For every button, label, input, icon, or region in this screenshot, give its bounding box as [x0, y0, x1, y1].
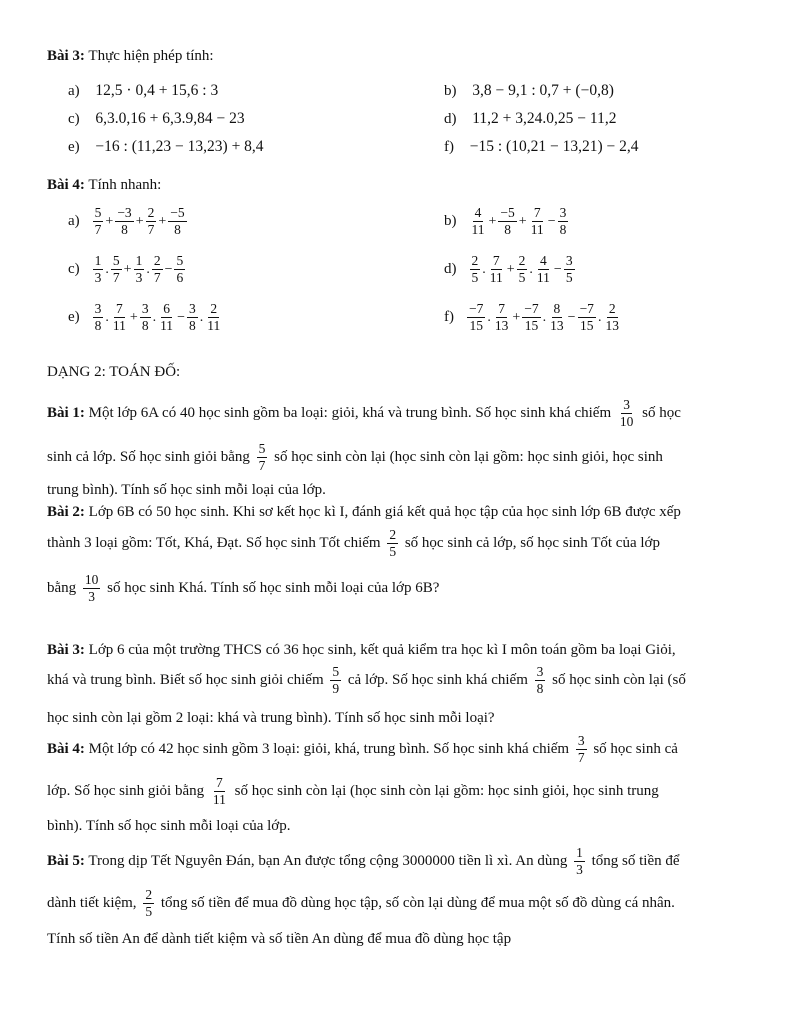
- ex3-item-c: c) 6,3.0,16 + 6,3.9,84 − 23: [68, 110, 245, 127]
- fraction: $\frac{6}{11}$: [160, 301, 174, 334]
- fraction: $\frac{3}{5}$: [565, 253, 573, 286]
- ex4-item-c: [68, 254, 186, 285]
- ex3-expr-c: 6,3.0,16 + 6,3.9,84 − 23: [95, 110, 245, 127]
- fraction: $\frac{-7}{15}$: [469, 301, 484, 334]
- ex3-expr-a: 12,5 · 0,4 + 15,6 : 3: [95, 82, 219, 99]
- fraction: $\frac{3}{10}$: [619, 397, 634, 430]
- item-label: d): [444, 261, 457, 278]
- operator: −: [164, 261, 173, 277]
- ex4-item-f: [444, 302, 622, 333]
- fraction: $\frac{7}{13}$: [494, 301, 509, 334]
- fraction: $\frac{-5}{8}$: [500, 205, 515, 238]
- fraction: $\frac{5}{7}$: [258, 441, 266, 474]
- fraction: $\frac{7}{11}$: [212, 775, 226, 808]
- fraction: $\frac{7}{11}$: [489, 253, 503, 286]
- ex3-item-f: f) −15 : (10,21 − 13,21) − 2,4: [444, 138, 639, 155]
- operator: +: [506, 261, 515, 277]
- ex3-expr-d: 11,2 + 3,24.0,25 − 11,2: [472, 110, 617, 127]
- operator: .: [482, 261, 486, 277]
- operator: +: [135, 213, 144, 229]
- operator: −: [177, 309, 185, 325]
- operator: .: [542, 309, 547, 325]
- fraction: $\frac{-3}{8}$: [117, 205, 132, 238]
- section-dang2-title: DẠNG 2: TOÁN ĐỐ:: [47, 364, 181, 380]
- ex3-item-d: d) 11,2 + 3,24.0,25 − 11,2: [444, 110, 617, 127]
- problem-3-line-1: Bài 3: Lớp 6 của một trường THCS có 36 học sinh, kết quả kiểm tra học kì I môn toán gồm ba loại Giỏi,: [47, 642, 676, 658]
- ex4-item-a: [68, 206, 188, 237]
- ex3-item-b: b) 3,8 − 9,1 : 0,7 + (−0,8): [444, 82, 614, 99]
- fraction: $\frac{2}{5}$: [518, 253, 526, 286]
- ex4-item-b: [444, 206, 569, 237]
- ex4-item-d: [444, 254, 576, 285]
- fraction: $\frac{7}{11}$: [112, 301, 126, 334]
- operator: +: [512, 309, 521, 325]
- fraction: $\frac{5}{6}$: [176, 253, 184, 286]
- item-label: b): [444, 213, 457, 230]
- problem-3-line-2: khá và trung bình. Biết số học sinh giỏi chiếm $\frac{5}{9}$ cả lớp. Số học sinh khá chiếm $\frac{3}{8}$ số học sinh còn lại (số: [47, 664, 686, 697]
- operator: .: [152, 309, 157, 325]
- fraction: $\frac{10}{3}$: [84, 572, 99, 605]
- problem-3-line-3: học sinh còn lại gồm 2 loại: khá và trung bình). Tính số học sinh mỗi loại?: [47, 710, 495, 726]
- fraction: $\frac{-7}{15}$: [524, 301, 539, 334]
- operator: .: [146, 261, 150, 277]
- ex3-expr-f: −15 : (10,21 − 13,21) − 2,4: [469, 138, 639, 155]
- ex3-expr-b: 3,8 − 9,1 : 0,7 + (−0,8): [472, 82, 614, 99]
- problem-5-line-3: Tính số tiền An để dành tiết kiệm và số tiền An dùng để mua đồ dùng học tập: [47, 931, 512, 947]
- fraction: $\frac{2}{11}$: [207, 301, 221, 334]
- operator: .: [487, 309, 491, 325]
- operator: +: [129, 309, 138, 325]
- fraction: $\frac{3}{8}$: [559, 205, 567, 238]
- fraction: $\frac{5}{7}$: [94, 205, 102, 238]
- problem-4-line-1: Bài 4: Một lớp có 42 học sinh gồm 3 loại: giỏi, khá, trung bình. Số học sinh khá chiếm $\frac{3}{7}$ số học sinh cả: [47, 733, 678, 766]
- fraction: $\frac{3}{7}$: [577, 733, 585, 766]
- problem-2-line-3: bằng $\frac{10}{3}$ số học sinh Khá. Tính số học sinh mỗi loại của lớp 6B?: [47, 572, 440, 605]
- problem-2-line-1: Bài 2: Lớp 6B có 50 học sinh. Khi sơ kết học kì I, đánh giá kết quả học tập của học sinh lớp 6B được xếp: [47, 504, 681, 520]
- item-label: a): [68, 213, 80, 230]
- item-label: c): [68, 261, 80, 278]
- fraction: $\frac{2}{5}$: [389, 527, 397, 560]
- problem-4-line-3: bình). Tính số học sinh mỗi loại của lớp.: [47, 818, 291, 834]
- fraction: $\frac{5}{9}$: [332, 664, 340, 697]
- fraction: $\frac{2}{7}$: [147, 205, 155, 238]
- problem-2-line-2: thành 3 loại gồm: Tốt, Khá, Đạt. Số học sinh Tốt chiếm $\frac{2}{5}$ số học sinh cả lớp, số học sinh Tốt của lớp: [47, 527, 660, 560]
- operator: −: [547, 213, 556, 229]
- ex3-item-a: a) 12,5 · 0,4 + 15,6 : 3: [68, 82, 219, 99]
- problem-1-line-1: Bài 1: Một lớp 6A có 40 học sinh gồm ba loại: giỏi, khá và trung bình. Số học sinh khá chiếm $\frac{3}{10}$ số học: [47, 397, 681, 430]
- ex3-item-e: e) −16 : (11,23 − 13,23) + 8,4: [68, 138, 264, 155]
- operator: .: [597, 309, 602, 325]
- fraction: $\frac{-7}{15}$: [579, 301, 594, 334]
- fraction: $\frac{2}{7}$: [153, 253, 161, 286]
- fraction: $\frac{7}{11}$: [530, 205, 544, 238]
- fraction: $\frac{3}{8}$: [141, 301, 149, 334]
- operator: .: [199, 309, 204, 325]
- problem-1-line-2: sinh cả lớp. Số học sinh giỏi bằng $\frac{5}{7}$ số học sinh còn lại (học sinh còn lại gồm: học sinh giỏi, học sinh: [47, 441, 663, 474]
- fraction: $\frac{-5}{8}$: [170, 205, 185, 238]
- exercise-3-heading: Bài 3: Thực hiện phép tính:: [47, 48, 214, 64]
- fraction: $\frac{1}{3}$: [576, 845, 583, 878]
- operator: −: [553, 261, 562, 277]
- operator: −: [567, 309, 576, 325]
- problem-4-line-2: lớp. Số học sinh giỏi bằng $\frac{7}{11}$ số học sinh còn lại (học sinh còn lại gồm: học sinh giỏi, học sinh trung: [47, 775, 659, 808]
- fraction: $\frac{2}{13}$: [605, 301, 619, 334]
- fraction: $\frac{8}{13}$: [550, 301, 564, 334]
- fraction: $\frac{4}{11}$: [536, 253, 550, 286]
- operator: +: [488, 213, 497, 229]
- operator: +: [518, 213, 527, 229]
- fraction: $\frac{4}{11}$: [471, 205, 485, 238]
- operator: .: [105, 261, 109, 277]
- problem-5-line-1: Bài 5: Trong dịp Tết Nguyên Đán, bạn An được tổng cộng 3000000 tiền lì xì. An dùng $\frac{1}{3}$ tổng số tiền để: [47, 845, 680, 878]
- fraction: $\frac{1}{3}$: [135, 253, 143, 286]
- exercise-4-heading: Bài 4: Tính nhanh:: [47, 177, 162, 193]
- fraction: $\frac{3}{8}$: [188, 301, 196, 334]
- fraction: $\frac{5}{7}$: [112, 253, 120, 286]
- fraction: $\frac{3}{8}$: [536, 664, 544, 697]
- item-label: e): [68, 309, 80, 326]
- operator: +: [123, 261, 132, 277]
- fraction: $\frac{1}{3}$: [94, 253, 102, 286]
- fraction: $\frac{2}{5}$: [145, 887, 153, 920]
- fraction: $\frac{2}{5}$: [471, 253, 479, 286]
- operator: +: [105, 213, 114, 229]
- operator: .: [105, 309, 109, 325]
- ex3-expr-e: −16 : (11,23 − 13,23) + 8,4: [95, 138, 264, 155]
- operator: .: [529, 261, 533, 277]
- operator: +: [158, 213, 167, 229]
- ex4-item-e: [68, 302, 223, 333]
- fraction: $\frac{3}{8}$: [94, 301, 102, 334]
- problem-5-line-2: dành tiết kiệm, $\frac{2}{5}$ tổng số tiền để mua đồ dùng học tập, số còn lại dùng để mua một số đồ dùng cá nhân.: [47, 887, 675, 920]
- problem-1-line-3: trung bình). Tính số học sinh mỗi loại của lớp.: [47, 482, 326, 498]
- item-label: f): [444, 309, 454, 326]
